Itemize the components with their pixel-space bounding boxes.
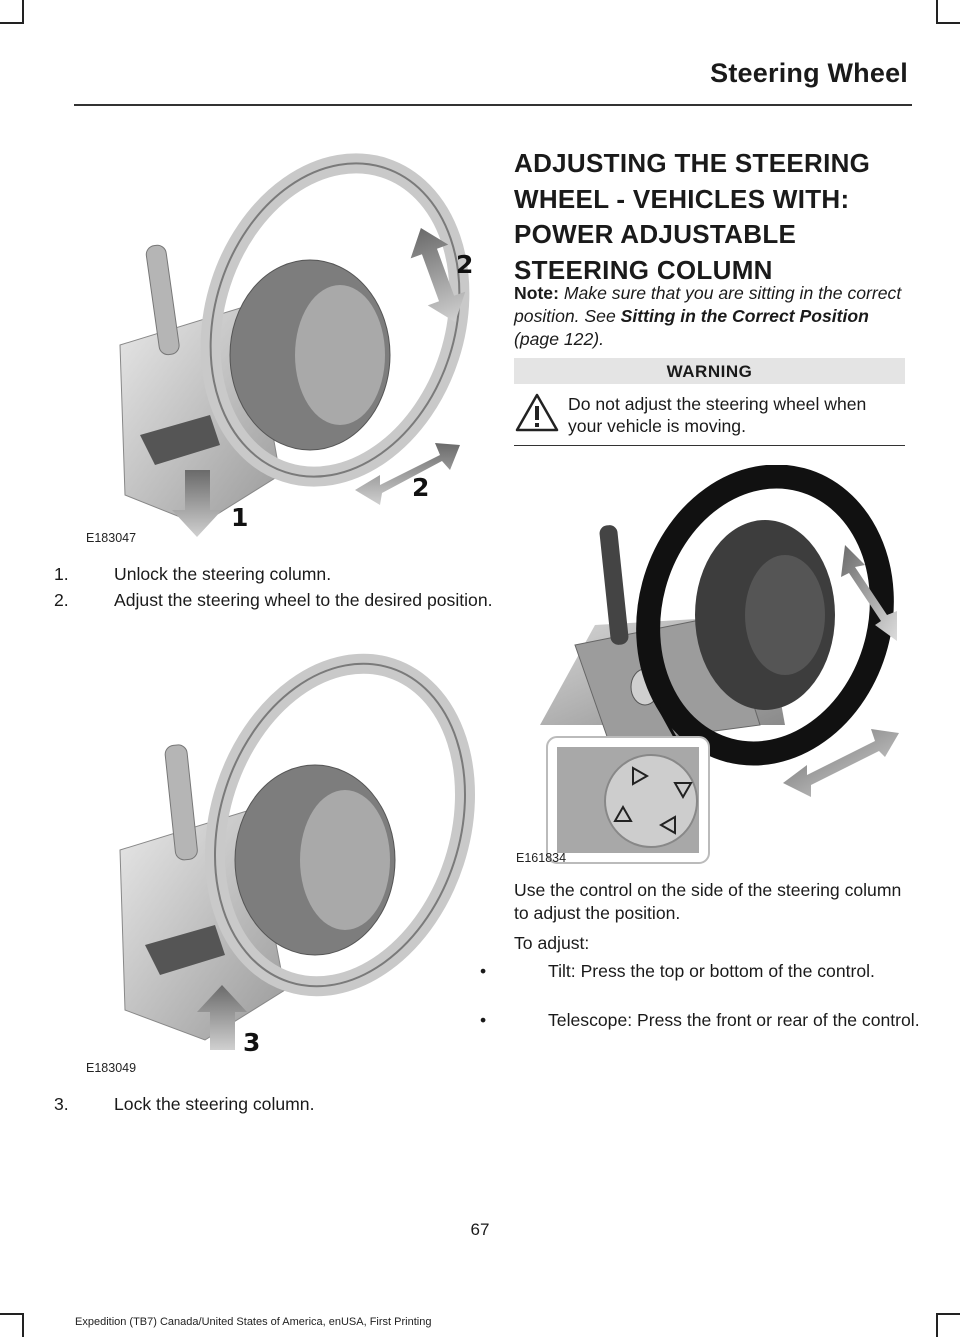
callout-2-tilt: 2 [456, 250, 474, 279]
figure-id: E161834 [516, 851, 567, 865]
step-text: Unlock the steering column. [114, 564, 332, 584]
steering-column-illustration [80, 640, 480, 1070]
to-adjust-label: To adjust: [514, 933, 590, 953]
heading-line: ADJUSTING THE STEERING [514, 148, 871, 178]
figure-power-column [515, 465, 915, 865]
step-2 [54, 589, 514, 612]
heading-line: STEERING COLUMN [514, 254, 773, 285]
bullet-text: Tilt: Press the top or bottom of the control. [548, 961, 875, 981]
heading-line: POWER ADJUSTABLE [514, 219, 797, 249]
bullet-marker: • [480, 1010, 487, 1030]
step-number: 2. [54, 590, 69, 610]
crop-mark-bottom-right [936, 1313, 960, 1337]
note-paragraph [514, 282, 909, 351]
page-number: 67 [470, 1220, 490, 1239]
body-paragraph: Use the control on the side of the steering column to adjust the position. [514, 880, 902, 923]
bullet-telescope [480, 1009, 928, 1032]
callout-2-telescope: 2 [412, 473, 430, 502]
bullet-text: Telescope: Press the front or rear of the control. [548, 1010, 920, 1030]
step-text: Lock the steering column. [114, 1094, 315, 1114]
warning-text: Do not adjust the steering wheel when your vehicle is moving. [568, 394, 867, 436]
warning-rule [514, 445, 905, 446]
step-1 [54, 563, 514, 586]
heading-line: WHEEL - VEHICLES WITH: [514, 183, 850, 214]
note-page-ref: (page 122). [514, 329, 604, 349]
step-number: 3. [54, 1094, 69, 1114]
crop-mark-top-right [936, 0, 960, 24]
crop-mark-bottom-left [0, 1313, 24, 1337]
note-label: Note: [514, 283, 559, 303]
callout-3-lock: 3 [243, 1028, 261, 1057]
crop-mark-top-left [0, 0, 24, 24]
figure-id: E183047 [86, 531, 137, 545]
step-number: 1. [54, 564, 69, 584]
figure-id: E183049 [86, 1061, 137, 1075]
section-heading [514, 146, 914, 288]
warning-triangle-icon [514, 392, 560, 439]
note-cross-reference[interactable]: Sitting in the Correct Position [620, 306, 869, 326]
callout-1-unlock: 1 [231, 503, 249, 532]
power-column-illustration [515, 465, 915, 865]
bullet-tilt [480, 960, 928, 983]
step-text: Adjust the steering wheel to the desired position. [114, 590, 493, 610]
page-title: Steering Wheel [710, 58, 908, 88]
bullet-marker: • [480, 961, 487, 981]
warning-title: WARNING [514, 358, 905, 384]
document-footer: Expedition (TB7) Canada/United States of America, enUSA, First Printing [75, 1316, 432, 1328]
header-rule [74, 104, 912, 106]
figure-lock [80, 640, 480, 1070]
note-see: See [584, 306, 616, 326]
note-text: Make sure that you are sitting in the correct position. [514, 283, 902, 326]
step-3 [54, 1093, 514, 1116]
